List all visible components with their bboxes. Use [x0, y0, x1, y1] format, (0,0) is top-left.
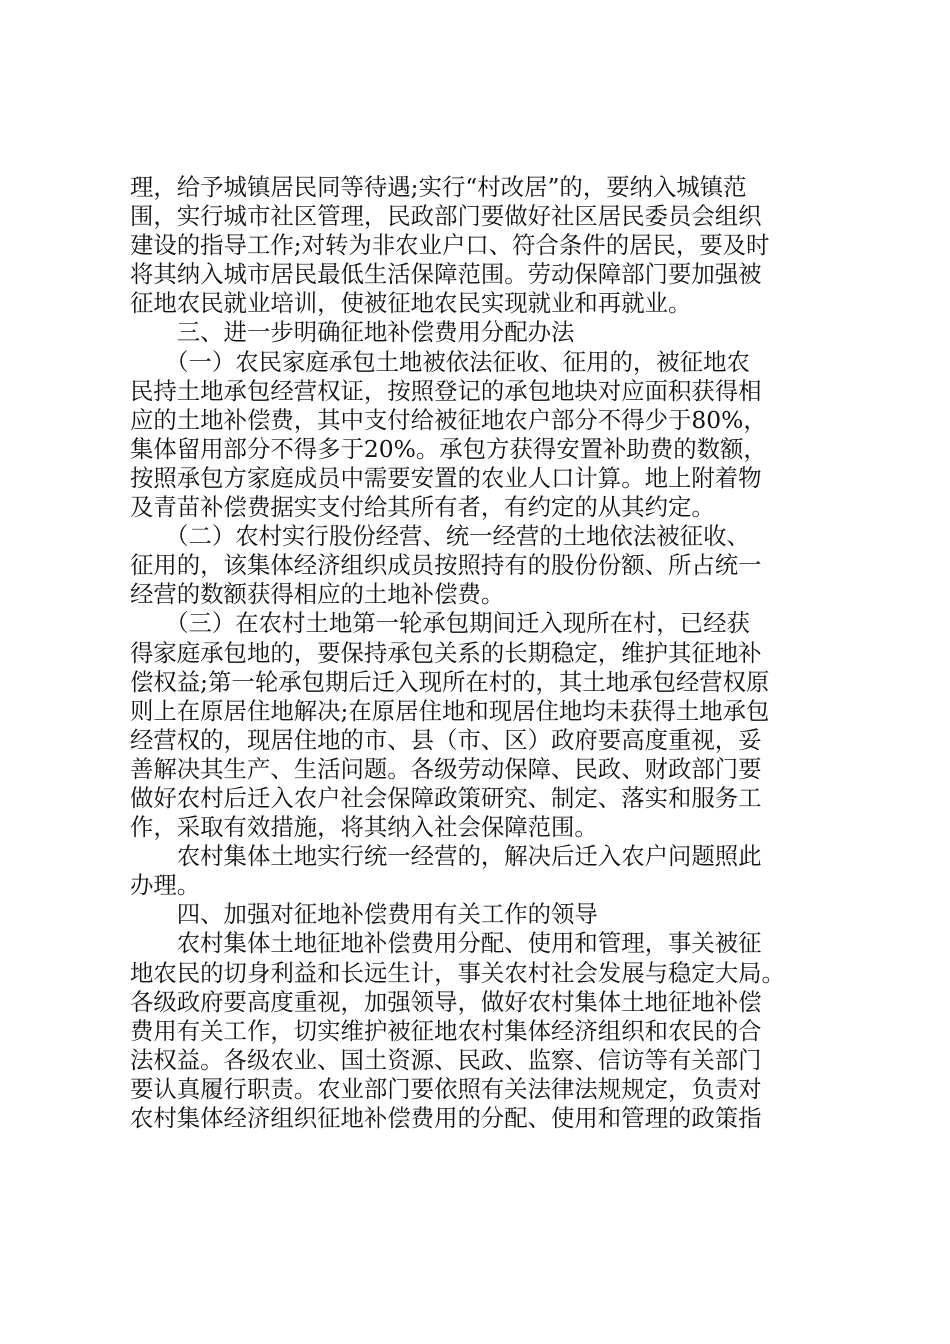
text-line: 农村集体土地征地补偿费用分配、使用和管理，事关被征 — [130, 929, 762, 958]
document-body — [130, 173, 830, 1133]
section-heading-4: 四、加强对征地补偿费用有关工作的领导 — [130, 900, 598, 929]
text-line: 按照承包方家庭成员中需要安置的农业人口计算。地上附着物 — [130, 463, 762, 492]
text-line: 作，采取有效措施，将其纳入社会保障范围。 — [130, 813, 598, 842]
text-line: 得家庭承包地的，要保持承包关系的长期稳定，维护其征地补 — [130, 638, 762, 667]
text-line: 办理。 — [130, 871, 201, 900]
text-line: 集体留用部分不得多于20%。承包方获得安置补助费的数额， — [130, 434, 767, 463]
text-line: 偿权益;第一轮承包期后迁入现所在村的，其土地承包经营权原 — [130, 667, 770, 696]
text-line: 要认真履行职责。农业部门要依照有关法律法规规定，负责对 — [130, 1074, 762, 1103]
text-line: 及青苗补偿费据实支付给其所有者，有约定的从其约定。 — [130, 493, 715, 522]
text-line: （三）在农村土地第一轮承包期间迁入现所在村，已经获 — [130, 609, 750, 638]
text-line: 善解决其生产、生活问题。各级劳动保障、民政、财政部门要 — [130, 754, 762, 783]
text-line: 农村集体土地实行统一经营的，解决后迁入农户问题照此 — [130, 842, 762, 871]
text-line: 应的土地补偿费，其中支付给被征地农户部分不得少于80%， — [130, 405, 767, 434]
text-line: 则上在原居住地解决;在原居住地和现居住地均未获得土地承包 — [130, 696, 770, 725]
text-line: （一）农民家庭承包土地被依法征收、征用的，被征地农 — [130, 347, 750, 376]
text-line: 征用的，该集体经济组织成员按照持有的股份份额、所占统一 — [130, 551, 762, 580]
text-line: 建设的指导工作;对转为非农业户口、符合条件的居民，要及时 — [130, 231, 770, 260]
text-line: 法权益。各级农业、国土资源、民政、监察、信访等有关部门 — [130, 1045, 762, 1074]
text-line: 费用有关工作，切实维护被征地农村集体经济组织和农民的合 — [130, 1016, 762, 1045]
text-line: 将其纳入城市居民最低生活保障范围。劳动保障部门要加强被 — [130, 260, 762, 289]
text-line: 经营权的，现居住地的市、县（市、区）政府要高度重视，妥 — [130, 725, 762, 754]
text-line: 征地农民就业培训，使被征地农民实现就业和再就业。 — [130, 289, 692, 318]
text-line: （二）农村实行股份经营、统一经营的土地依法被征收、 — [130, 522, 750, 551]
text-line: 各级政府要高度重视，加强领导，做好农村集体土地征地补偿 — [130, 987, 762, 1016]
text-line: 地农民的切身利益和长远生计，事关农村社会发展与稳定大局。 — [130, 958, 785, 987]
text-line: 做好农村后迁入农户社会保障政策研究、制定、落实和服务工 — [130, 783, 762, 812]
text-line: 理，给予城镇居民同等待遇;实行“村改居”的，要纳入城镇范 — [130, 173, 747, 201]
text-line: 民持土地承包经营权证，按照登记的承包地块对应面积获得相 — [130, 376, 762, 405]
section-heading-3: 三、进一步明确征地补偿费用分配办法 — [130, 318, 575, 347]
text-line: 农村集体经济组织征地补偿费用的分配、使用和管理的政策指 — [130, 1104, 762, 1132]
text-line: 围，实行城市社区管理，民政部门要做好社区居民委员会组织 — [130, 202, 762, 231]
text-line: 经营的数额获得相应的土地补偿费。 — [130, 580, 505, 609]
